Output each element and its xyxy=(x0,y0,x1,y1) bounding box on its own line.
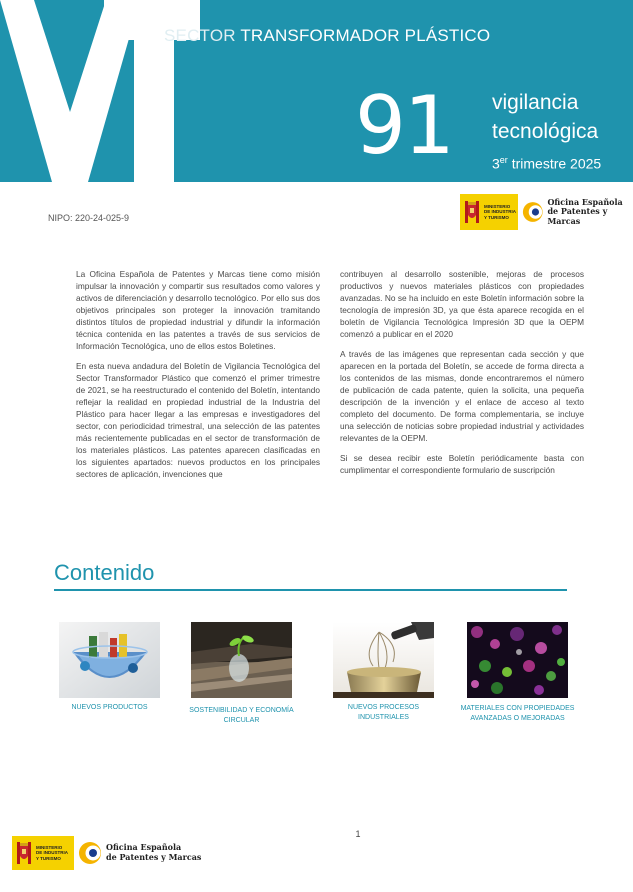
section-caption-sostenibilidad[interactable]: SOSTENIBILIDAD Y ECONOMÍA CIRCULAR xyxy=(189,707,294,724)
section-caption-nuevos-productos[interactable]: NUEVOS PRODUCTOS xyxy=(71,704,148,711)
cover-header xyxy=(0,0,633,182)
ministry-line: Y TURISMO xyxy=(36,855,61,861)
oepm-mark-icon xyxy=(522,200,544,224)
title-vigilancia: vigilancia xyxy=(492,91,579,114)
oepm-logo xyxy=(522,198,633,227)
oepm-logo xyxy=(78,841,201,865)
institution-logos-bottom xyxy=(12,836,201,870)
ministry-logo xyxy=(460,194,518,230)
institution-logos-top xyxy=(460,194,633,230)
oepm-line2: de Patentes y Marcas xyxy=(547,206,608,226)
section-caption-procesos[interactable]: NUEVOS PROCESOS INDUSTRIALES xyxy=(347,704,420,721)
section-image-procesos[interactable] xyxy=(333,622,434,698)
quarter-number: 3 xyxy=(492,155,500,172)
quarter-label xyxy=(492,155,601,172)
sector-title-rest: TRANSFORMADOR PLÁSTICO xyxy=(235,26,491,45)
intro-paragraph: En esta nueva andadura del Boletín de Vigilancia Tecnológica del Sector Transformador Plástico que comenzó el primer trimestre de 2021, se ha reestructurado el contenido del Boletín, intentando reflejar la realidad en propiedad industrial de la Industria del Plástico para hacer llegar a las empresas e investigadores del sector, con periodicidad trimestral, una selección de las patentes más recientemente publicadas en el sector de transformación de los materiales plásticos. Las patentes aparecen clasificadas en los siguientes apartados: nuevos productos en los principales sectores de aplicación, invenciones que xyxy=(76,361,320,479)
intro-paragraph: Si se desea recibir este Boletín periódicamente basta con cumplimentar el correspondiente formulario de suscripción xyxy=(340,453,584,475)
issue-number: 91 xyxy=(355,79,453,172)
oepm-mark-icon xyxy=(78,841,102,865)
ministry-logo xyxy=(12,836,74,870)
section-caption-materiales[interactable]: MATERIALES CON PROPIEDADES AVANZADAS O MEJORADAS xyxy=(460,705,575,722)
ministry-line: DE INDUSTRIA xyxy=(36,850,69,856)
coat-of-arms-icon xyxy=(463,199,481,225)
section-image-materiales[interactable] xyxy=(467,622,568,698)
oepm-line2: de Patentes y Marcas xyxy=(106,852,202,862)
intro-paragraph: La Oficina Española de Patentes y Marcas tiene como misión impulsar la innovación y compartir sus resultados como valores y activos de diferenciación y desarrollo tecnológico. Por ello sus dos objetivos principales son proteger la innovación tramitando distintos títulos de propiedad industrial y difundir la información técnica contenida en las patentes a través de sus servicios de Información Tecnológica, uno de ellos estos Boletines. xyxy=(76,269,320,351)
section-image-nuevos-productos[interactable] xyxy=(59,622,160,698)
intro-column-left xyxy=(76,268,320,488)
intro-paragraph: A través de las imágenes que representan cada sección y que aparecen en la portada del Boletín, se accede de forma directa a los contenidos de las mismas, donde encontraremos el número de publicación de cada patente, quien la solicita, una pequeña descripción de la invención y el enlace de acceso al texto completo del documento. De forma complementaria, se incluye una selección de noticias sobre propiedad industrial y actividades relevantes de la OEPM. xyxy=(340,349,584,443)
oepm-line1: Oficina Española xyxy=(106,842,182,853)
sector-title xyxy=(164,26,490,46)
quarter-rest: trimestre 2025 xyxy=(507,155,602,172)
ministry-text xyxy=(36,845,68,861)
ministry-line: DE INDUSTRIA xyxy=(484,209,517,215)
contenido-heading: Contenido xyxy=(54,560,155,585)
title-tecnologica: tecnológica xyxy=(492,120,599,143)
intro-column-right xyxy=(340,268,584,484)
oepm-name xyxy=(106,843,201,862)
oepm-line1: Oficina Española xyxy=(547,196,623,207)
page-number: 1 xyxy=(355,829,361,839)
contenido-divider xyxy=(54,589,567,591)
ministry-line: MINISTERIO xyxy=(36,845,63,851)
quarter-suffix: er xyxy=(499,155,508,165)
ministry-text xyxy=(484,204,516,220)
oepm-name xyxy=(547,198,633,227)
intro-paragraph: contribuyen al desarrollo sostenible, mejoras de procesos productivos y nuevos materiales plásticos con propiedades avanzadas. No se ha incluido en este Boletín información sobre la tecnología de impresión 3D, ya que ésta aparece recogida en el boletín de Vigilancia Tecnológica Impresión 3D que la OEPM comenzó a publicar en el 2020 xyxy=(340,269,584,339)
section-image-sostenibilidad[interactable] xyxy=(191,622,292,698)
nipo-code: NIPO: 220-24-025-9 xyxy=(48,213,130,223)
ministry-line: MINISTERIO xyxy=(484,204,511,210)
coat-of-arms-icon xyxy=(15,840,33,866)
sector-title-light: SECTOR xyxy=(164,26,236,45)
ministry-line: Y TURISMO xyxy=(484,214,509,220)
